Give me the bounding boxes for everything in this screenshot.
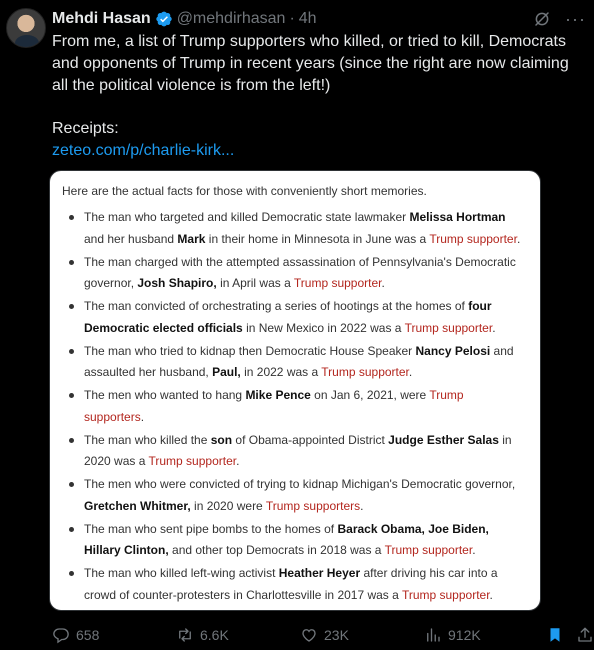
verified-badge-icon bbox=[155, 10, 173, 28]
fact-text: in 2020 was a bbox=[84, 432, 512, 468]
fact-text: The man who sent pipe bombs to the homes of bbox=[84, 521, 338, 536]
fact-text: . bbox=[140, 409, 145, 424]
bookmark-icon bbox=[546, 626, 564, 644]
avatar[interactable] bbox=[6, 8, 46, 48]
author-handle[interactable]: @mehdirhasan bbox=[176, 10, 286, 27]
fact-text: in April was a bbox=[216, 276, 294, 290]
fact-text: . bbox=[408, 365, 413, 379]
fact-bold-text: Barack Obama, Joe Biden, Hillary Clinton, bbox=[84, 521, 489, 557]
fact-bold-text: Heather Heyer bbox=[278, 566, 361, 580]
fact-bold-text: Melissa Hortman bbox=[409, 210, 506, 224]
repost-icon bbox=[176, 626, 194, 644]
author-name[interactable]: Mehdi Hasan bbox=[52, 10, 151, 27]
action-bar bbox=[52, 624, 592, 646]
reply-button[interactable] bbox=[52, 626, 99, 644]
fact-item bbox=[62, 519, 524, 562]
fact-highlight-text: Trump supporter bbox=[321, 365, 409, 379]
receipts-label: Receipts: bbox=[52, 120, 119, 137]
fact-text: and her husband bbox=[84, 231, 178, 246]
fact-bold-text: Judge Esther Salas bbox=[388, 432, 499, 447]
fact-bold-text: Mike Pence bbox=[245, 388, 311, 402]
fact-highlight-text: Trump supporter bbox=[401, 587, 490, 602]
fact-text: The man who tried to kidnap then Democratic House Speaker bbox=[84, 343, 416, 358]
fact-item bbox=[62, 296, 524, 339]
fact-text: . bbox=[472, 543, 476, 557]
fact-item bbox=[62, 474, 524, 517]
fact-highlight-text: Trump supporters bbox=[265, 498, 361, 513]
tweet-top-actions bbox=[533, 10, 586, 28]
timestamp[interactable]: 4h bbox=[298, 10, 317, 27]
share-icon bbox=[576, 626, 594, 644]
grok-icon[interactable] bbox=[533, 10, 551, 28]
fact-bold-text: four Democratic elected officials bbox=[84, 299, 492, 335]
fact-text: The men who wanted to hang bbox=[84, 388, 246, 402]
fact-text: . bbox=[381, 276, 385, 290]
fact-text: in 2020 were bbox=[190, 498, 266, 513]
fact-highlight-text: Trump supporter bbox=[384, 543, 473, 557]
fact-item bbox=[62, 430, 524, 473]
like-count: 23K bbox=[324, 627, 349, 643]
fact-text: after driving his car into a crowd of counter-protesters in Charlottesville in 2017 was a bbox=[84, 566, 498, 602]
fact-text: of Obama-appointed District bbox=[232, 432, 389, 447]
fact-text: The man convicted of orchestrating a series of hootings at the homes of bbox=[84, 299, 469, 313]
views-button[interactable] bbox=[424, 626, 481, 644]
reply-icon bbox=[52, 626, 70, 644]
fact-bold-text: son bbox=[210, 432, 233, 447]
image-card[interactable] bbox=[49, 170, 541, 611]
fact-text: . bbox=[492, 320, 496, 335]
fact-text: and other top Democrats in 2018 was a bbox=[168, 543, 385, 557]
fact-highlight-text: Trump supporter bbox=[148, 454, 237, 468]
fact-text: The man who killed the bbox=[84, 432, 211, 447]
fact-highlight-text: Trump supporters bbox=[84, 388, 464, 424]
fact-bold-text: Josh Shapiro, bbox=[137, 276, 217, 290]
fact-item bbox=[62, 385, 524, 428]
fact-text: The man who killed left-wing activist bbox=[84, 566, 279, 580]
fact-text: on Jan 6, 2021, were bbox=[310, 388, 430, 402]
fact-highlight-text: Trump supporter bbox=[429, 231, 517, 246]
bookmark-button[interactable] bbox=[546, 626, 564, 644]
fact-highlight-text: Trump supporter bbox=[404, 320, 493, 335]
fact-text: The men who were convicted of trying to kidnap Michigan's Democratic governor, bbox=[84, 477, 516, 491]
fact-text: in New Mexico in 2022 was a bbox=[242, 320, 405, 335]
fact-item bbox=[62, 252, 524, 295]
article-link[interactable]: zeteo.com/p/charlie-kirk... bbox=[52, 142, 235, 159]
repost-count: 6.6K bbox=[200, 627, 229, 643]
card-intro: Here are the actual facts for those with conveniently short memories. bbox=[62, 184, 427, 198]
fact-text: in 2022 was a bbox=[240, 365, 322, 379]
fact-bold-text: Mark bbox=[177, 231, 206, 246]
fact-text: in their home in Minnesota in June was a bbox=[205, 231, 430, 246]
share-button[interactable] bbox=[576, 626, 594, 644]
fact-bold-text: Paul, bbox=[212, 365, 241, 379]
fact-item bbox=[62, 563, 524, 606]
fact-text: . bbox=[236, 454, 240, 468]
fact-item bbox=[62, 207, 524, 250]
fact-item bbox=[62, 341, 524, 384]
view-count: 912K bbox=[448, 627, 481, 643]
fact-bold-text: Nancy Pelosi bbox=[415, 343, 491, 358]
repost-button[interactable] bbox=[176, 626, 229, 644]
fact-text: . bbox=[489, 587, 493, 602]
tweet-header bbox=[52, 8, 317, 30]
like-button[interactable] bbox=[300, 626, 349, 644]
fact-text: . bbox=[360, 498, 364, 513]
fact-text: and assaulted her husband, bbox=[84, 343, 514, 379]
views-icon bbox=[424, 626, 442, 644]
like-icon bbox=[300, 626, 318, 644]
fact-text: The man who targeted and killed Democratic state lawmaker bbox=[84, 210, 410, 224]
fact-text: . bbox=[516, 231, 521, 246]
fact-list bbox=[62, 207, 524, 606]
separator-dot: · bbox=[289, 10, 295, 27]
tweet-text: From me, a list of Trump supporters who killed, or tried to kill, Democrats and opponents of Trump in recent years (since the right are now claiming all the political violence is from the left!) bbox=[52, 33, 574, 94]
fact-highlight-text: Trump supporter bbox=[293, 276, 382, 290]
more-icon[interactable]: ··· bbox=[565, 9, 586, 29]
fact-bold-text: Gretchen Whitmer, bbox=[84, 498, 191, 513]
reply-count: 658 bbox=[76, 627, 100, 643]
fact-text: The man charged with the attempted assassination of Pennsylvania's Democratic governor, bbox=[84, 254, 516, 290]
